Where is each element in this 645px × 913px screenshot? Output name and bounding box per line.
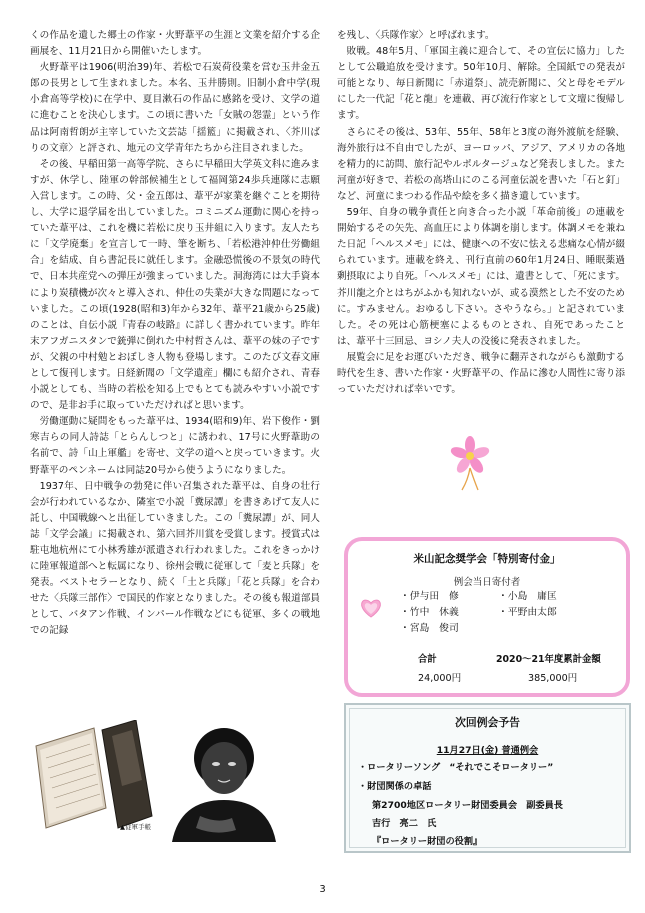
rotary-song: ・ロータリーソング “それでこそロータリー” bbox=[358, 762, 554, 773]
article-paragraph: 59年、自身の戦争責任と向き合った小説「革命前後」の連載を開始するその矢先、高血圧により体調を崩します。体調メモを兼ねた日記「ヘルスメモ」には、健康への不安に怯える悲痛な心情が綴られています。連載を終え、刊行直前の60年1月24日、睡眠薬過剰摂取により自死。「ヘルスメモ」には、遺書として、「死にます。芥川龍之介とはちがふかも知れないが、或る漠然とした不安のために。すみません。おゆるし下さい。さやうなら。」と記されていました。その死は心筋梗塞によるものとされ、自死であったことは、葦平十三回忌、ヨシノ夫人の没後に発表されました。 bbox=[337, 207, 625, 347]
next-meeting-title: 次回例会予告 bbox=[455, 716, 520, 729]
page-number: 3 bbox=[319, 884, 326, 895]
article-paragraph: 火野葦平は1906(明治39)年、若松で石炭荷役業を営む玉井金五郎の長男として生まれました。本名、玉井勝則。旧制小倉中学(現小倉高等学校)に在学中、夏目漱石の作品に感銘を受け、文学の道に進むことを決心します。この頃に書いた「女賊の怨霊」という作品は阿南哲朗が主宰していた文芸誌「揺籃」に掲載され、〈芥川ばりの文章〉と評され、地元の文学青年たちから注目されました。 bbox=[30, 62, 320, 154]
heart-icon bbox=[360, 599, 382, 619]
article-paragraph: を残し、〈兵隊作家〉と呼ばれます。 bbox=[337, 30, 495, 41]
speaker-org: 第2700地区ロータリー財団委員会 副委員長 bbox=[372, 800, 563, 811]
donation-box bbox=[344, 537, 630, 697]
next-meeting-date: 11月27日(金) 普通例会 bbox=[436, 745, 539, 756]
total-value: 24,000円 bbox=[418, 673, 462, 684]
donor-name: ・小島 庸匡 bbox=[498, 591, 557, 602]
year-total-label: 2020～21年度累計金額 bbox=[496, 654, 601, 665]
article-paragraph: 敗戦。48年5月、「軍国主義に迎合して、その宣伝に協力」したとして公職追放を受けます。50年10月、解除。全国紙での発表が可能となり、毎日新聞に「赤道祭」、読売新聞に、父と母をモデルにした一代記「花と龍」を連載、再び流行作家として文壇に復帰します。 bbox=[337, 46, 625, 122]
article-paragraph: くの作品を遺した郷土の作家・火野葦平の生涯と文業を紹介する企画展を、11月21日から開催いたします。 bbox=[30, 30, 320, 58]
article-right-column bbox=[337, 28, 625, 398]
total-label: 合計 bbox=[418, 654, 437, 665]
donor-name: ・平野由太郎 bbox=[498, 607, 557, 618]
article-left-column bbox=[30, 28, 320, 640]
year-total-value: 385,000円 bbox=[528, 673, 578, 684]
article-paragraph: 展覧会に足をお運びいただき、戦争に翻弄されながらも激動する時代を生き、書いた作家・火野葦平の、作品に滲む人間性に寄り添っていただければ幸いです。 bbox=[337, 351, 625, 396]
photo-caption: ▲従軍手帳 bbox=[120, 823, 151, 831]
donation-subtitle: 例会当日寄付者 bbox=[453, 577, 521, 588]
author-portrait bbox=[168, 720, 278, 842]
article-paragraph: その後、早稲田第一高等学院、さらに早稲田大学英文科に進みますが、休学し、陸軍の幹部候補生として福岡第24歩兵連隊に志願入営します。この時、父・金五郎は、葦平が家業を継ぐことを期待し、大学に退学届を出していました。コミニズム運動に関心を持っていた葦平は、これを機に若松に戻り玉井組に入ります。友人たちに「文学廃棄」を宣言して一時、筆を断ち、「若松港沖仲仕労働組合」を結成、自ら書記長に就任します。金融恐慌後の不景気の時代で、日本共産党への弾圧が強まっていました。洞海湾には大手資本により炭積機が次々と導入され、仲仕の失業が大きな問題になっていました。この頃(1928(昭和3)年から32年、葦平21歳から25歳)のことは、自伝小説『青春の岐路』に詳しく書かれています。昨年末アフガニスタンで銃弾に倒れた中村哲さんは、葦平の妹の子ですが、父親の中村勉とおぼしき人物も登場します。このたび文春文庫として復刊します。日経新聞の「文学遺産」欄にも紹介され、青春小説としても、当時の若松を知る上でもとても読みやすい小説ですので、是非お手に取っていただければと思います。 bbox=[30, 158, 320, 412]
flower-icon bbox=[448, 436, 492, 492]
donor-name: ・竹中 休義 bbox=[400, 607, 459, 618]
donation-title: 米山記念奨学会「特別寄付金」 bbox=[413, 553, 561, 565]
talk-heading: ・財団関係の卓話 bbox=[358, 781, 432, 792]
talk-title: 『ロータリー財団の役割』 bbox=[372, 836, 483, 847]
notebook-image bbox=[36, 720, 152, 828]
speaker-name: 吉行 亮二 氏 bbox=[372, 818, 437, 829]
next-meeting-box bbox=[344, 703, 631, 853]
donor-name: ・伊与田 修 bbox=[400, 591, 459, 602]
donor-name: ・宮島 俊司 bbox=[400, 623, 459, 634]
article-paragraph: 労働運動に疑問をもった葦平は、1934(昭和9)年、岩下俊作・劉寒吉らの同人詩誌「とらんしつと」に誘われ、17号に火野葦助の名前で、詩「山上軍艦」を寄せ、文学の道へと戻っていきます。火野葦平のペンネームは同誌20号から使うようになりました。 bbox=[30, 416, 320, 476]
article-paragraph: さらにその後は、53年、55年、58年と3度の海外渡航を経験、海外旅行は不自由でしたが、ヨーロッパ、アジア、アメリカの各地を精力的に訪問、旅行記やルポルタージュなど発表しました。また河童が好きで、若松の高塔山にのこる河童伝説を書いた「石と釘」など、河童にまつわる作品や絵を多く描き遺しています。 bbox=[337, 126, 625, 202]
photo-notebooks-and-author bbox=[32, 720, 320, 842]
article-paragraph: 1937年、日中戦争の勃発に伴い召集された葦平は、自身の壮行会が行われているなか、隣室で小説「糞尿譚」を書きあげて友人に託し、中国戦線へと出征していきました。この「糞尿譚」が、同人誌「文学会議」に掲載され、第六回芥川賞を受賞します。授賞式は駐屯地杭州にて小林秀雄が派遣され行われました。これをきっかけに陸軍報道部へと転属になり、徐州会戦に従軍して「麦と兵隊」を発表。ベストセラーとなり、続く「土と兵隊」「花と兵隊」を合わせた〈兵隊三部作〉で国民的作家となりました。その後も報道部員として、バタアン作戦、インパール作戦などにも従軍、多くの戦地での記録 bbox=[30, 480, 320, 637]
